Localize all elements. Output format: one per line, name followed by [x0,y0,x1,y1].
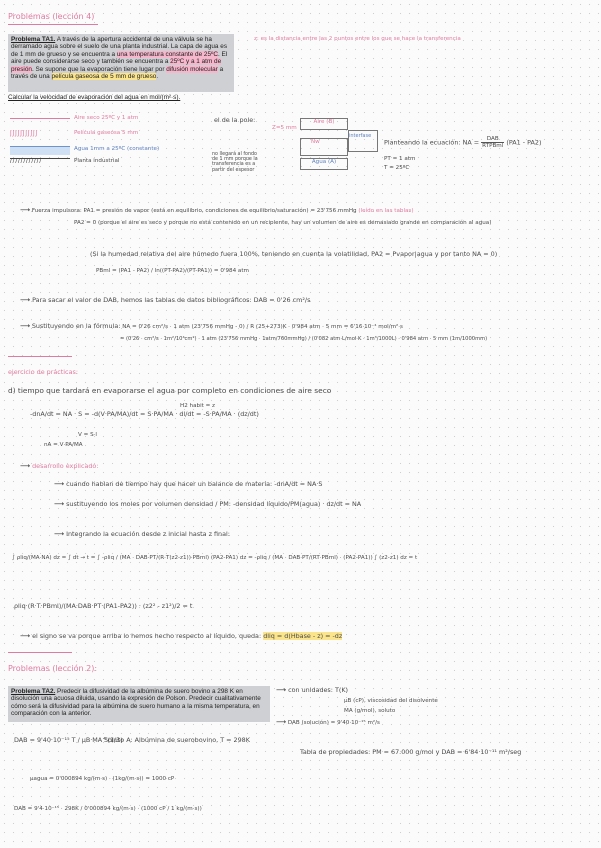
step1-text: cuando hablan de tiempo hay que hacer un balance de materia: [66,480,273,488]
section2-heading: ejercicio de prácticas: [8,368,78,376]
units-lead: con unidades: [288,686,333,694]
section2-separator [8,652,72,653]
arrow-icon: ⟶ [20,322,31,330]
developed-text: desarrollo explicado: [32,462,99,470]
integral-equation: ∫ ρliq/(MA·NA) dz = ∫ dt → t = ∫ -ρliq / (MA · DAB·PT/(R·T(z2-z1))·PBml) (PA2-PA1) dz = -ρliq / (MA · DAB·PT/(RT·PBml) · (PA2-PA1)) ∫ (z2-z1) dz = t [12,555,418,561]
sign-equation: dliq = d(Hbase - z) = -dz [263,632,343,640]
problem-ta1-text-b: . El aire puede considerarse seco y también se encuentra a [11,50,228,66]
properties-line: Tabla de propiedades: PM = 67.000 g/mol y DAB = 6'84·10⁻¹¹ m²/seg [300,748,522,756]
arrow-icon: ⟶ [20,462,31,470]
units-heading [276,686,348,694]
step2-text: sustituyendo los moles por volumen densidad / PM: [66,500,231,508]
pole-z-label: Z=5 mm [272,125,297,131]
problem-ta2-text: Predecir la difusividad de la albúmina de suero bovino a 298 K en disolución una acuosa diluida, usando la expresión de Polson. Predecir cualitativamente cómo será la difusividad para la albúmina de suero humano a la misma temperatura, en comparación con la anterior. [11,688,261,718]
height-hint: H2 habit = z [180,403,215,409]
viscosity-line: μagua = 0'000894 kg/(m·s) · (1kg/(m·s)) = 1000 cP [30,776,175,782]
equation-den: RTPBml [482,143,504,149]
arrow-icon: ⟶ [276,718,287,726]
driving-line1-note: (leído en las tablas) [358,208,414,214]
heading-underline [8,24,98,25]
layer-water-text: Agua 1mm a 25ºC (constante) [74,146,160,152]
driving-line1 [20,206,414,214]
arrow-icon: ⟶ [20,296,31,304]
layer-air-label [74,115,138,121]
equation-block [384,136,541,149]
arrow-icon: ⟶ [54,530,65,538]
sign-note-text: el signo se va porque arriba lo hemos hecho respecto al líquido, queda: [32,632,262,640]
section3-heading: Problemas (lección 2): [8,664,98,673]
step1 [54,480,322,488]
air-boundary-line [10,118,70,119]
pole-interface-box [348,130,378,152]
equation-rest: (PA1 - PA2) [506,138,542,147]
dab-line [20,296,310,304]
layer-air-text: Aire seco 25ºC y 1 atm [74,115,139,121]
step3-text: Integrando la ecuación desde z inicial hasta z final: [66,530,230,538]
step1-eq: -dnA/dt = NA·S [274,480,323,488]
condition-t: T = 25ºC [384,165,410,171]
arrow-icon: ⟶ [20,206,31,214]
problem-ta2-box [8,686,270,722]
driving-line2: PA2 = 0 (porque el aire es seco y porque no está contenido en un recipiente, hay un volumen de aire es demasiado grande en comparación al agua) [74,220,492,226]
layer-film-text: Película gaseosa 5 mm [74,130,139,136]
pole-nw-text: Nw [311,139,320,145]
step2-eq: -densidad líquido/PM(agua) · dz/dt = NA [233,500,362,508]
driving-line1-text: Fuerza impulsora: PA1 = presión de vapor (está en equilibrio, condiciones de equilibrio/saturación) = 23'756 mmHg [31,208,357,214]
arrow-icon: ⟶ [20,632,31,640]
problem-ta1-label: Problema TA1. [11,36,56,43]
nA-definition: nA = V·PA/MA [44,442,83,448]
solute-line: Soluto A: Albúmina de suerobovino, T = 298K [104,736,250,744]
developed-heading [20,462,99,470]
pole-water-text: Agua (A) [311,159,337,165]
floor-hatch: //////////// [10,158,70,165]
equation-fraction [481,136,504,149]
layer-water-label [74,146,159,152]
problem-ta1-text-d: a través de una [11,65,224,81]
condition-pt: PT = 1 atm [384,156,416,162]
step3 [54,530,230,538]
substitution-expr: NA = 0'26 cm²/s · 1 atm (23'756 mmHg - 0) / R (25+273)K · 0'984 atm · 5 mm [122,324,342,330]
question-d: d) tiempo que tardará en evaporarse el agua por completo en condiciones de aire seco [8,386,332,395]
layer-diagram [10,112,70,178]
substitution-lead: Sustituyendo en la fórmula: [31,322,121,330]
units-t: T(K) [334,686,349,694]
problem-ta2-label: Problema TA2. [11,688,56,695]
pbml-formula: PBml = (PA1 - PA2) / ln((PT-PA2)/(PT-PA1)) = 0'984 atm [96,268,249,274]
pole-diagram-title: el de la pole: [214,116,256,124]
pole-interface-text: interfase [349,133,372,139]
z-distance-note: z: es la distancia entre las 2 puntos entre los que se hace la transferencia [254,36,461,42]
equation-num: DAB [481,136,504,143]
equation-lead: Planteando la ecuación: [384,138,461,147]
units-dab [276,718,380,726]
arrow-icon: ⟶ [276,686,287,694]
problem-ta1-text-c: . Se supone que la evaporación tiene lugar por [31,65,167,73]
problem-ta1-hl-film: película gaseosa de 5 mm de grueso [51,73,157,81]
result-equation: ρliq·(R·T·PBml)/(MA·DAB·PT·(PA1-PA2)) · (z2² - z1²)/2 = t [14,602,193,610]
substitution-result: = 6'16·10⁻⁴ mol/m²·s [343,324,403,330]
diff-equation: -dnA/dt = NA · S = -d(V·PA/MA)/dt = S·PA/MA · dl/dt = -S·PA/MA · (dz/dt) [30,410,259,418]
layer-film-label [74,130,138,136]
units-conversion: = (0'26 · cm²/s · 1m²/10⁴cm²) · 1 atm (23'756 mmHg · 1atm/760mmHg) / (0'082 atm·L/mol·K · 1m³/1000L) · 0'984 atm · 5 mm (1m/1000mm) [120,336,488,342]
problem-ta1-hl-temp: una temperatura constante de 25ºC [116,50,218,58]
arrow-icon: ⟶ [54,480,65,488]
polson-equation: DAB = 9'40·10⁻¹⁵ T / μB·MA^(1/3) [14,736,123,744]
pole-air-box [300,118,348,130]
volume-definition: V = S·l [78,432,97,438]
sign-note [20,632,342,640]
calc-instruction: Calcular la velocidad de evaporación del agua en mol/(m²·s). [8,94,181,101]
humidity-note: (Si la humedad relativa del aire húmedo fuera 100%, teniendo en cuenta la volatilidad, PA2 = Pvapor|agua y por tanto NA = 0) [90,250,498,258]
problem-ta1-text-a: A través de la apertura accidental de una válvula se ha derramado agua sobre el suelo de una planta industrial. La capa de agua es de 1 mm de grueso y se encuentra a [11,36,228,58]
pole-air-text: Aire (B) [313,119,335,125]
units-mu: μB (cP), viscosidad del disolvente [344,698,438,704]
problem-ta1-hl-air: 25ºC y a 1 atm de presión [11,58,222,73]
problem-ta1-text-e: . [156,73,159,81]
problem-ta1-hl-diff: difusión molecular [166,65,218,73]
pole-water-box [300,158,348,170]
pole-note: no llegará al fondo de 1 mm porque la transferencia es a partir del espesor [212,152,258,173]
water-layer [10,146,70,155]
equation-lhs: NA = [462,138,482,147]
arrow-icon: ⟶ [54,500,65,508]
units-dab-text: DAB (solución) = 9'40·10⁻¹⁵ m²/s [287,720,380,726]
layer-floor-label: Planta industrial [74,158,120,164]
pole-nw-box [300,138,348,156]
section1-heading: Problemas (lección 4) [8,12,95,21]
step2 [54,500,361,508]
dab-text: Para sacar el valor de DAB, hemos las tablas de datos bibliográficos: DAB = 0'26 cm²/s [32,296,311,304]
dab-calculation: DAB = 9'4·10⁻¹⁵ · 298K / 0'000894 kg/(m·s) · (1000 cP / 1 kg/(m·s)) [14,806,202,812]
units-ma: MA (g/mol), soluto [344,708,396,714]
problem-ta1-box [8,34,234,92]
film-hatch: ʃʃʃʃʃʃʃʃʃʃʃ [10,130,39,137]
section1-separator [8,356,72,357]
substitution-line [20,322,403,330]
